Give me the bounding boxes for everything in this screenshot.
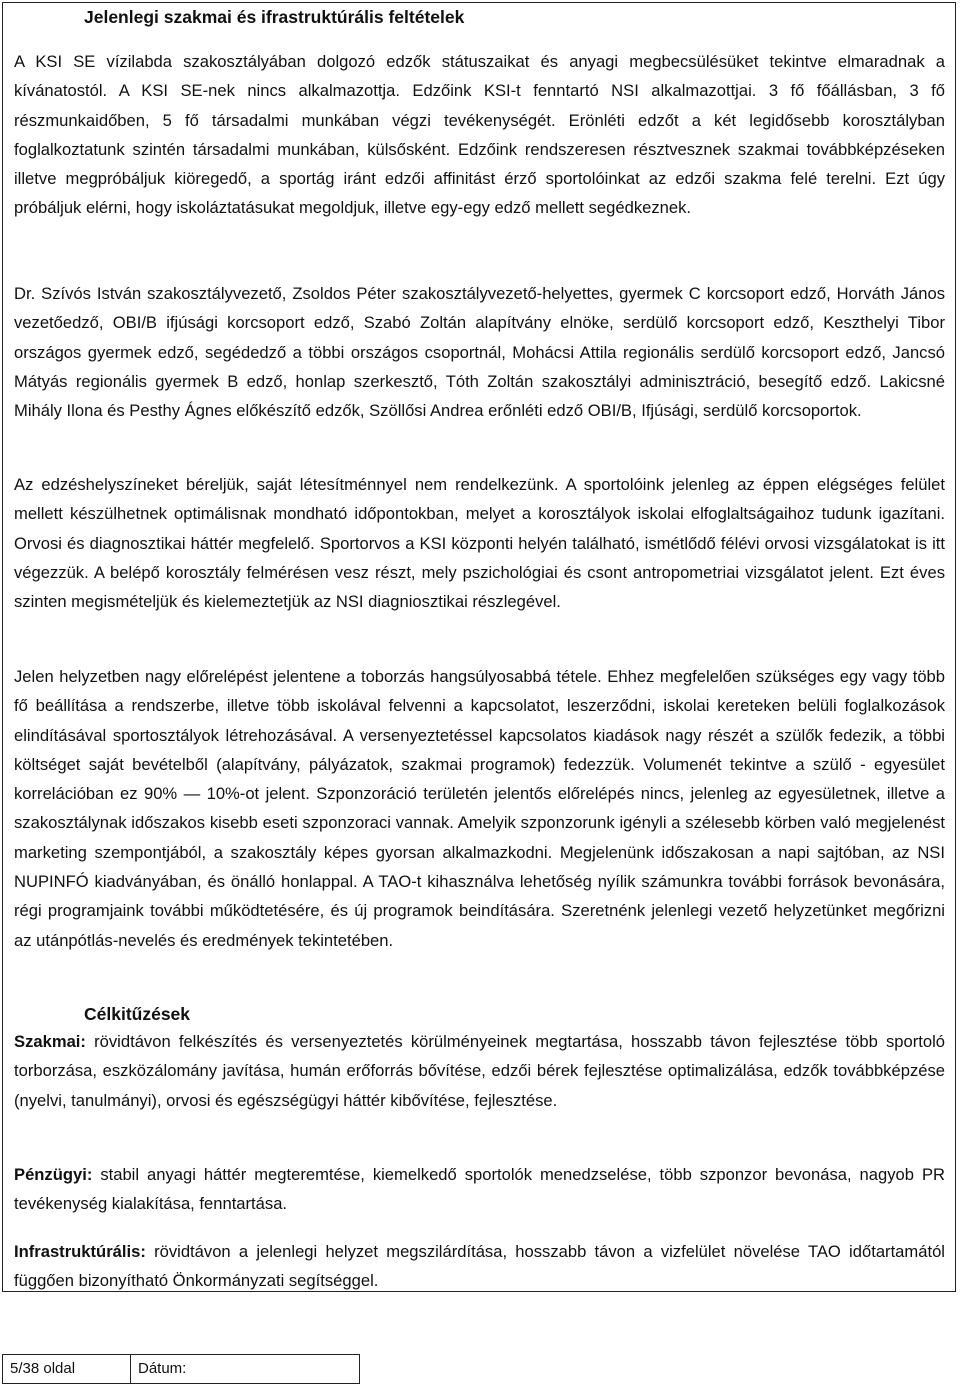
page-footer [2, 1354, 360, 1384]
paragraph-facilities: Az edzéshelyszíneket béreljük, saját létesítménnyel nem rendelkezünk. A sportolóink jelenleg az éppen elégséges felület mellett készülhetnek optimálisnak mondható időpontokban, melyet a korosztályok iskolai elfoglaltságaihoz tudunk igazítani. Orvosi és diagnosztikai háttér megfelelő. Sportorvos a KSI központi helyén található, ismétlődő félévi orvosi vizsgálatokat is itt végezzük. A belépő korosztály felmérésen vesz részt, mely pszichológiai és csont antropometriai vizsgálatot jelent. Ezt éves szinten megismételjük és kielemeztetjük az NSI diagniosztikai részlegével. [14, 475, 945, 612]
paragraph-finances: Jelen helyzetben nagy előrelépést jelentene a toborzás hangsúlyosabbá tétele. Ehhez megfelelően szükséges egy vagy több fő beállítása a rendszerbe, illetve több iskolával felvenni a kapcsolatot, leszerződni, iskolai kereteken belüli foglalkozások elindításával sportosztályok létrehozásával. A versenyeztetéssel kapcsolatos kiadások nagy részét a szülők fedezik, a többi költséget saját bevételből (alapítvány, pályázatok, szakmai programok) fedezzük. Volumenét tekintve a szülő - egyesület korrelációban ez 90% — 10%-ot jelent. Szponzoráció területén jelentős előrelépés nincs, jelenleg az egyesületnek, illetve a szakosztálynak időszakos kisebb eseti szponzoraci vannak. Amelyik szponzorunk igényli a szélesebb körben való megjelenést marketing szempontjából, a szakosztály képes gyorsan alkalmazkodni. Megjelenünk időszakosan a napi sajtóban, az NSI NUPINFÓ kiadványában, és önálló honlappal. A TAO-t kihasználva lehetőség nyílik számunkra további források bevonására, régi programjaink további működtetésére, és új programok beindítására. Szeretnénk jelenlegi vezető helyzetünket megőrizni az utánpótlás-nevelés és eredmények tekintetében. [14, 667, 945, 950]
section-heading: Jelenlegi szakmai és ifrastruktúrális feltételek [84, 7, 465, 27]
goal-text: rövidtávon felkészítés és versenyeztetés körülményeinek megtartása, hosszabb távon fejlesztése több sportoló torborzása, eszközálomány javítása, humán erőforrás bővítése, edzői bérek fejlesztése optimalizálása, edzők továbbképzése (nyelvi, tanulmányi), orvosi és egészségügyi háttér kibővítése, fejlesztése. [14, 1032, 945, 1110]
goal-label: Szakmai: [14, 1032, 86, 1051]
goal-financial [14, 1160, 945, 1219]
goal-text: stabil anyagi háttér megteremtése, kiemelkedő sportolók menedzselése, több szponzor bevonása, nagyob PR tevékenység kialakítása, fenntartása. [14, 1165, 945, 1214]
goals-heading: Célkitűzések [84, 1004, 191, 1024]
goal-infrastructure [14, 1237, 945, 1296]
page-number: 5/38 oldal [3, 1355, 131, 1383]
paragraph-staff-list: Dr. Szívós István szakosztályvezető, Zsoldos Péter szakosztályvezető-helyettes, gyermek C korcsoport edző, Horváth János vezetőedző, OBI/B ifjúsági korcsoport edző, Szabó Zoltán alapítvány elnöke, serdülő korcsoport edző, Keszthelyi Tibor országos gyermek edző, segédedző a többi országos csoportnál, Mohácsi Attila regionális serdülő korcsoport edző, Jancsó Mátyás regionális gyermek B edző, honlap szerkesztő, Tóth Zoltán szakosztályi adminisztráció, besegítő edző. Lakicsné Mihály Ilona és Pesthy Ágnes előkészítő edzők, Szöllősi Andrea erőnléti edző OBI/B, Ifjúsági, serdülő korcsoportok. [14, 284, 945, 421]
paragraph-staff-status: A KSI SE vízilabda szakosztályában dolgozó edzők státuszaikat és anyagi megbecsülésüket tekintve elmaradnak a kívánatostól. A KSI SE-nek nincs alkalmazottja. Edzőink KSI-t fenntartó NSI alkalmazottjai. 3 fő főállásban, 3 fő részmunkaidőben, 5 fő társadalmi munkában végzi tevékenységét. Erönléti edzőt a két legidősebb korosztályban foglalkoztatunk szintén társadalmi munkában, külsősként. Edzőink rendszeresen résztvesznek szakmai továbbképzéseken illetve megpróbáljuk kiöregedő, a sportág iránt edzői affinitást érző sportolóinkat az edzői szakma felé terelni. Ezt úgy próbáljuk elérni, hogy iskoláztatásukat megoldjuk, illetve egy-egy edző mellett segédkeznek. [14, 52, 945, 218]
date-label: Dátum: [138, 1360, 187, 1377]
goal-text: rövidtávon a jelenlegi helyzet megszilárdítása, hosszabb távon a vizfelület növelése TAO időtartamától függően bizonyítható Önkormányzati segítséggel. [14, 1242, 945, 1291]
goal-professional [14, 1027, 945, 1115]
goal-label: Infrastruktúrális: [14, 1242, 146, 1261]
goal-label: Pénzügyi: [14, 1165, 93, 1184]
